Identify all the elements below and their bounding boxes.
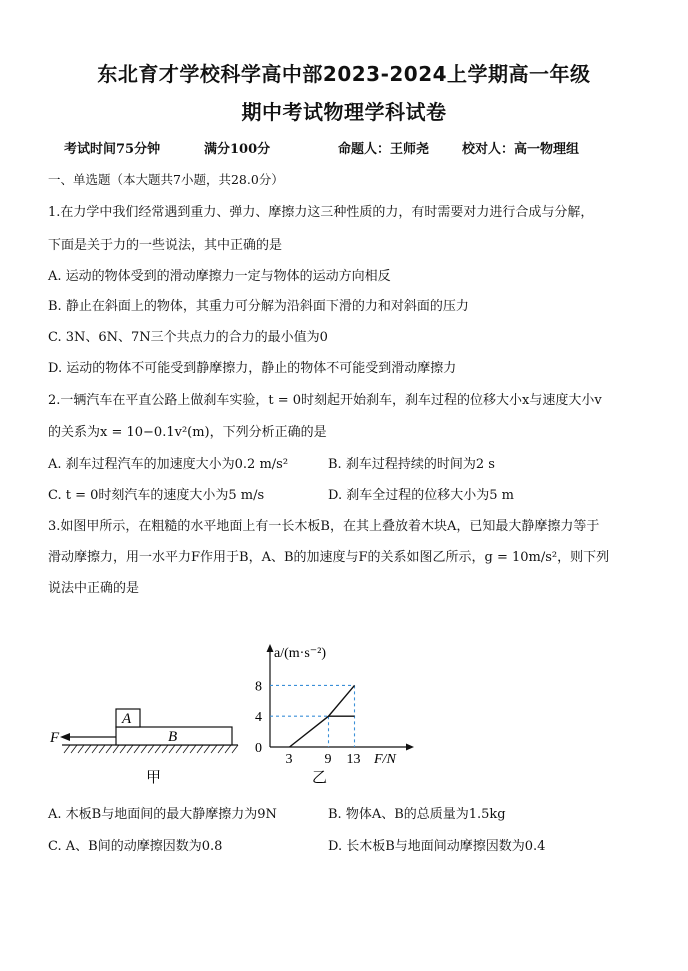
- y-tick-label-4: 4: [255, 710, 262, 726]
- x-axis-label: F/N: [374, 752, 396, 767]
- figure-caption-yi: 乙: [312, 770, 328, 786]
- q3-stem-line2: 滑动摩擦力，用一水平力F作用于B，A、B的加速度与F的关系如图乙所示，g = 10m/s²，则下列: [48, 550, 610, 565]
- q1-stem-line1: 1.在力学中我们经常遇到重力、弹力、摩擦力这三种性质的力，有时需要对力进行合成与分解，: [48, 205, 594, 220]
- q1-option-d: D. 运动的物体不可能受到静摩擦力，静止的物体不可能受到滑动摩擦力: [48, 361, 457, 376]
- q2-option-d: D. 刹车全过程的位移大小为5 m: [328, 488, 514, 503]
- exam-title-line1: 东北育才学校科学高中部2023-2024上学期高一年级: [97, 62, 591, 86]
- q3-stem-line3: 说法中正确的是: [48, 581, 140, 596]
- figure-block-board: [48, 700, 248, 790]
- y-axis-arrowhead: [267, 644, 274, 652]
- q1-option-a: A. 运动的物体受到的滑动摩擦力一定与物体的运动方向相反: [48, 269, 391, 284]
- full-score: 满分100分: [204, 142, 271, 157]
- block-a-label: A: [122, 711, 132, 727]
- y-tick-label-8: 8: [255, 679, 262, 695]
- x-axis-arrowhead: [406, 744, 414, 751]
- x-tick-label-9: 9: [324, 752, 332, 767]
- q1-option-b: B. 静止在斜面上的物体，其重力可分解为沿斜面下滑的力和对斜面的压力: [48, 299, 469, 314]
- question-checker: 校对人：高一物理组: [462, 142, 580, 157]
- question-setter: 命题人：王师尧: [338, 142, 430, 157]
- q2-option-a: A. 刹车过程汽车的加速度大小为0.2 m/s²: [48, 457, 289, 472]
- exam-time: 考试时间75分钟: [64, 142, 161, 157]
- acceleration-force-graph: [250, 636, 420, 786]
- y-axis-label: a/(m·s⁻²): [274, 646, 327, 661]
- q1-option-c: C. 3N、6N、7N三个共点力的合力的最小值为0: [48, 330, 328, 345]
- x-tick-label-3: 3: [285, 752, 293, 767]
- q3-option-c: C. A、B间的动摩擦因数为0.8: [48, 839, 223, 854]
- q2-option-c: C. t = 0时刻汽车的速度大小为5 m/s: [48, 488, 265, 503]
- exam-title-line2: 期中考试物理学科试卷: [241, 100, 447, 124]
- tick-labels: [255, 679, 361, 767]
- graph-lines: [290, 685, 355, 747]
- q3-option-a: A. 木板B与地面间的最大静摩擦力为9N: [48, 807, 277, 822]
- ground-hatching: [64, 745, 238, 753]
- q2-option-b: B. 刹车过程持续的时间为2 s: [328, 457, 495, 472]
- force-arrowhead: [60, 733, 70, 741]
- board-b-label: B: [168, 729, 178, 745]
- force-label: F: [50, 730, 60, 746]
- q3-option-d: D. 长木板B与地面间动摩擦因数为0.4: [328, 839, 546, 854]
- q1-stem-line2: 下面是关于力的一些说法，其中正确的是: [48, 238, 283, 253]
- q2-stem-line2: 的关系为x = 10−0.1v²(m)，下列分析正确的是: [48, 425, 327, 440]
- q3-stem-line1: 3.如图甲所示，在粗糙的水平地面上有一长木板B，在其上叠放着木块A，已知最大静摩擦力等于: [48, 519, 600, 534]
- figure-caption-jia: 甲: [146, 770, 162, 786]
- section-heading: 一、单选题（本大题共7小题，共28.0分）: [48, 172, 284, 187]
- origin-label: 0: [255, 741, 262, 756]
- q3-option-b: B. 物体A、B的总质量为1.5kg: [328, 807, 506, 822]
- q2-stem-line1: 2.一辆汽车在平直公路上做刹车实验，t = 0时刻起开始刹车，刹车过程的位移大小x与速度大小v: [48, 393, 602, 408]
- x-tick-label-13: 13: [346, 752, 361, 767]
